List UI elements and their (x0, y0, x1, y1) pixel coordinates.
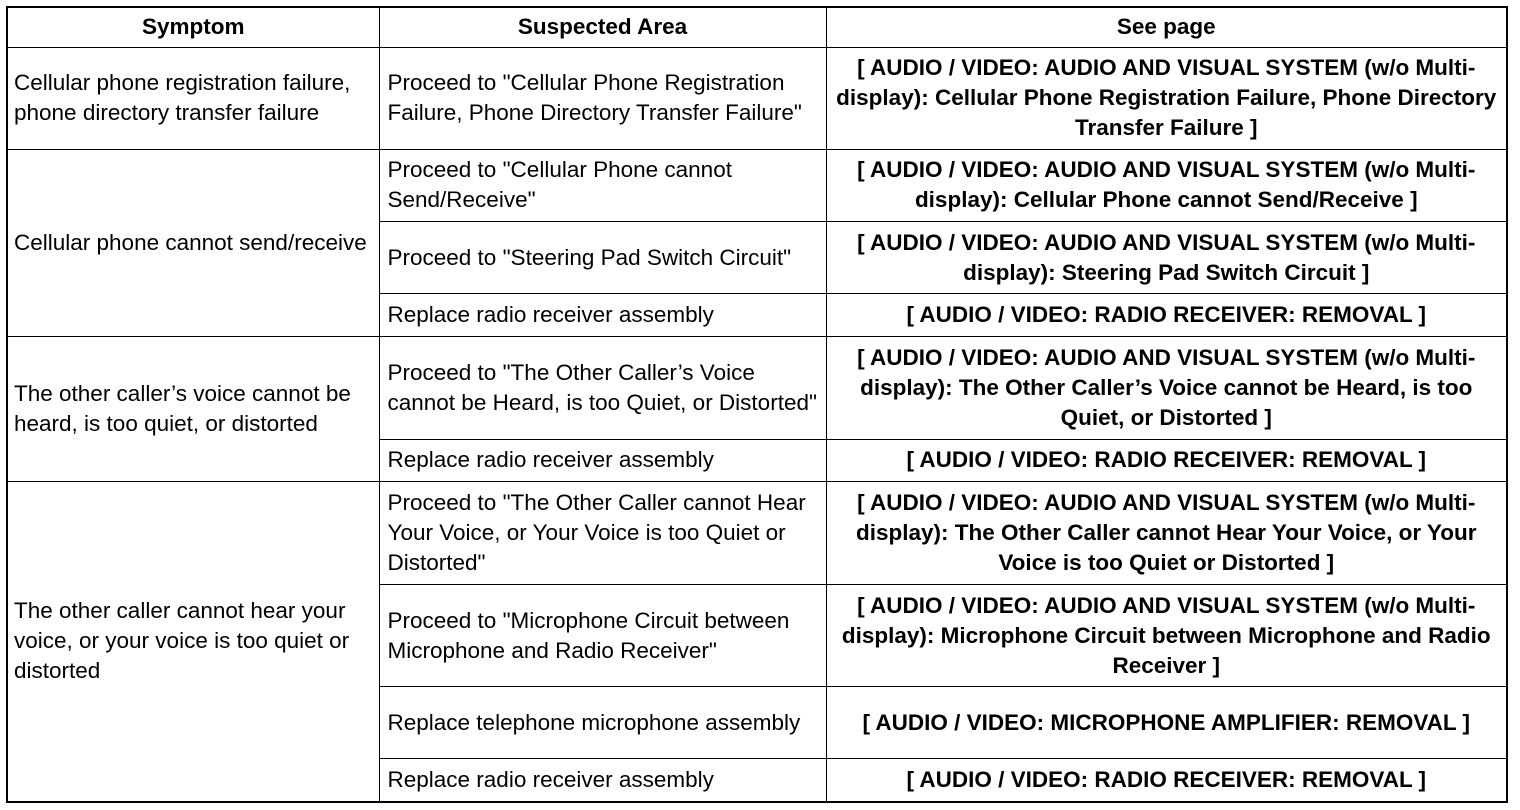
suspected-area-cell: Proceed to "The Other Caller’s Voice cannot be Heard, is too Quiet, or Distorted" (379, 337, 826, 439)
header-row (7, 7, 1507, 47)
see-page-link[interactable]: [ AUDIO / VIDEO: AUDIO AND VISUAL SYSTEM (w/o Multi-display): The Other Caller’s Voice cannot be Heard, is too Quiet, or Distorted ] (826, 337, 1507, 439)
see-page-link[interactable]: [ AUDIO / VIDEO: AUDIO AND VISUAL SYSTEM (w/o Multi-display): Microphone Circuit between Microphone and Radio Receiver ] (826, 584, 1507, 686)
see-page-link[interactable]: [ AUDIO / VIDEO: AUDIO AND VISUAL SYSTEM (w/o Multi-display): The Other Caller cannot Hear Your Voice, or Your Voice is too Quiet or Distorted ] (826, 481, 1507, 584)
header-suspected-area: Suspected Area (379, 7, 826, 47)
suspected-area-cell: Replace radio receiver assembly (379, 759, 826, 802)
symptom-cell: The other caller’s voice cannot be heard, is too quiet, or distorted (7, 337, 379, 481)
symptom-cell: Cellular phone registration failure, phone directory transfer failure (7, 47, 379, 149)
table-row (7, 47, 1507, 149)
suspected-area-cell: Replace radio receiver assembly (379, 294, 826, 337)
suspected-area-cell: Replace radio receiver assembly (379, 439, 826, 481)
see-page-link[interactable]: [ AUDIO / VIDEO: RADIO RECEIVER: REMOVAL ] (826, 294, 1507, 337)
suspected-area-cell: Proceed to "Cellular Phone cannot Send/Receive" (379, 149, 826, 221)
suspected-area-cell: Proceed to "Cellular Phone Registration Failure, Phone Directory Transfer Failure" (379, 47, 826, 149)
see-page-link[interactable]: [ AUDIO / VIDEO: RADIO RECEIVER: REMOVAL ] (826, 759, 1507, 802)
see-page-link[interactable]: [ AUDIO / VIDEO: AUDIO AND VISUAL SYSTEM (w/o Multi-display): Steering Pad Switch Circuit ] (826, 221, 1507, 293)
see-page-link[interactable]: [ AUDIO / VIDEO: MICROPHONE AMPLIFIER: REMOVAL ] (826, 687, 1507, 759)
see-page-link[interactable]: [ AUDIO / VIDEO: AUDIO AND VISUAL SYSTEM (w/o Multi-display): Cellular Phone Registration Failure, Phone Directory Transfer Failure ] (826, 47, 1507, 149)
symptom-cell: The other caller cannot hear your voice, or your voice is too quiet or distorted (7, 481, 379, 802)
header-symptom: Symptom (7, 7, 379, 47)
symptom-cell: Cellular phone cannot send/receive (7, 149, 379, 336)
suspected-area-cell: Replace telephone microphone assembly (379, 687, 826, 759)
table-row (7, 149, 1507, 221)
table-row (7, 337, 1507, 439)
suspected-area-cell: Proceed to "The Other Caller cannot Hear Your Voice, or Your Voice is too Quiet or Distorted" (379, 481, 826, 584)
see-page-link[interactable]: [ AUDIO / VIDEO: AUDIO AND VISUAL SYSTEM (w/o Multi-display): Cellular Phone cannot Send/Receive ] (826, 149, 1507, 221)
table-row (7, 481, 1507, 584)
see-page-link[interactable]: [ AUDIO / VIDEO: RADIO RECEIVER: REMOVAL ] (826, 439, 1507, 481)
suspected-area-cell: Proceed to "Steering Pad Switch Circuit" (379, 221, 826, 293)
troubleshooting-table (6, 6, 1508, 803)
suspected-area-cell: Proceed to "Microphone Circuit between Microphone and Radio Receiver" (379, 584, 826, 686)
header-see-page: See page (826, 7, 1507, 47)
